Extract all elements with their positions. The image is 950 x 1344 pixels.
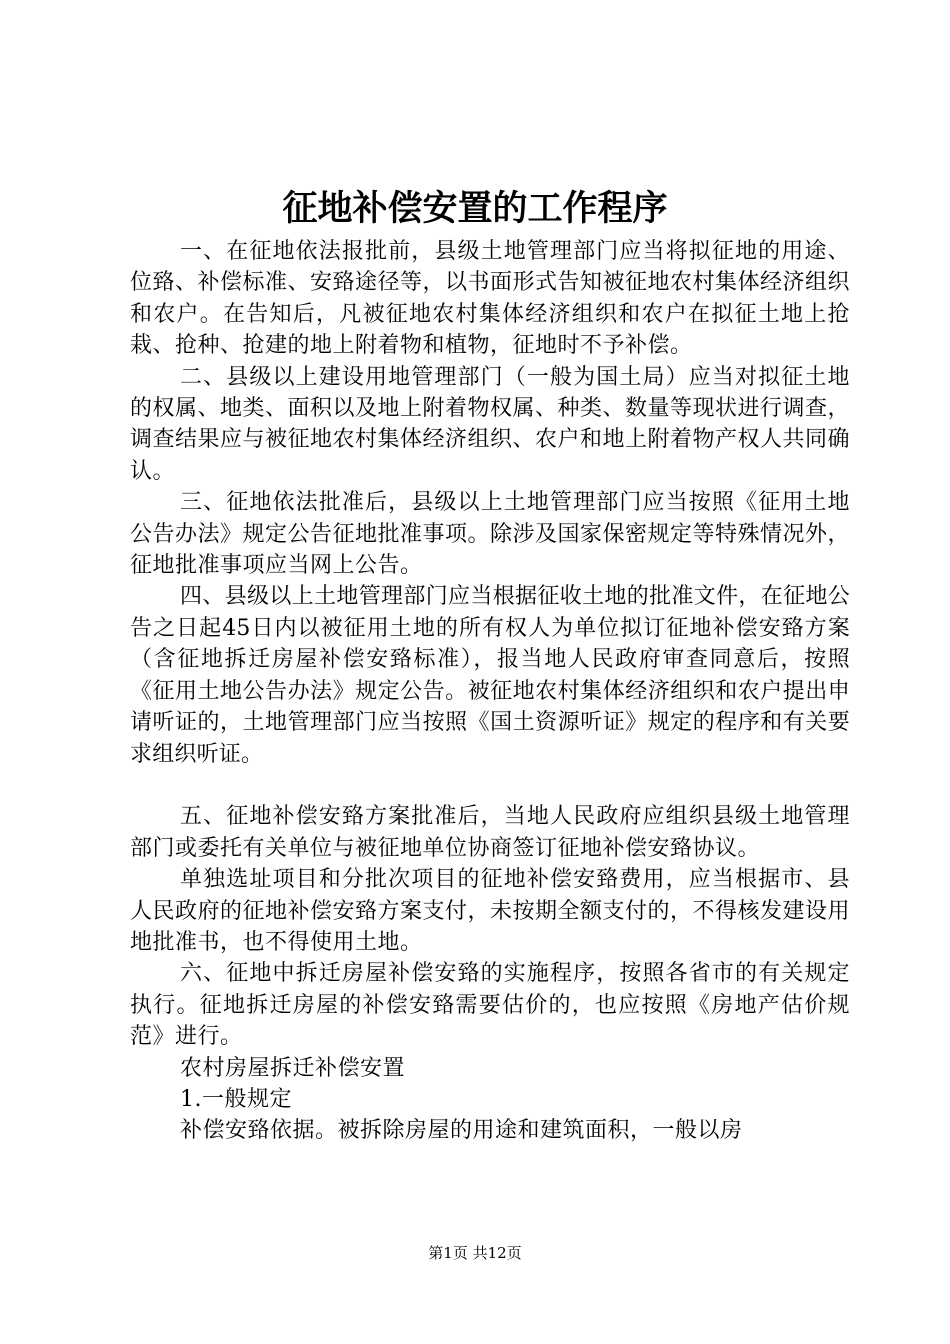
section-heading-rural-housing: 农村房屋拆迁补偿安置 [180, 1055, 406, 1081]
paragraph-separate-projects: 单独选址项目和分批次项目的征地补偿安臵费用，应当根据市、县人民政府的征地补偿安臵方案支付，未按期全额支付的，不得核发建设用地批准书，也不得使用土地。 [130, 867, 851, 955]
paragraph-step-6: 六、征地中拆迁房屋补偿安臵的实施程序，按照各省市的有关规定执行。征地拆迁房屋的补偿安臵需要估价的，也应按照《房地产估价规范》进行。 [130, 961, 850, 1050]
paragraph-step-4: 四、县级以上土地管理部门应当根据征收土地的批准文件，在征地公告之日起45日内以被征用土地的所有权人为单位拟订征地补偿安臵方案（含征地拆迁房屋补偿安臵标准），报当地人民政府审查同意后，按照《征用土地公告办法》规定公告。被征地农村集体经济组织和农户提出申请听证的，土地管理部门应当按照《国土资源听证》规定的程序和有关要求组织听证。 [130, 584, 850, 767]
paragraph-step-2: 二、县级以上建设用地管理部门（一般为国土局）应当对拟征土地的权属、地类、面积以及地上附着物权属、种类、数量等现状进行调查，调查结果应与被征地农村集体经济组织、农户和地上附着物产权人共同确认。 [130, 364, 851, 484]
paragraph-step-1: 一、在征地依法报批前，县级土地管理部门应当将拟征地的用途、位臵、补偿标准、安臵途径等，以书面形式告知被征地农村集体经济组织和农户。在告知后，凡被征地农村集体经济组织和农户在拟征土地上抢栽、抢种、抢建的地上附着物和植物，征地时不予补偿。 [130, 239, 851, 359]
paragraph-step-3: 三、征地依法批准后，县级以上土地管理部门应当按照《征用土地公告办法》规定公告征地批准事项。除涉及国家保密规定等特殊情况外，征地批准事项应当网上公告。 [130, 490, 851, 579]
paragraph-compensation-basis: 补偿安臵依据。被拆除房屋的用途和建筑面积，一般以房 [180, 1118, 743, 1144]
subsection-heading-general-rules: 1.一般规定 [180, 1086, 292, 1112]
page-title: 征地补偿安置的工作程序 [282, 189, 668, 229]
document-body [130, 236, 850, 1147]
paragraph-spacer [130, 770, 850, 801]
page-number-footer: 第1页 共12页 [428, 1244, 522, 1262]
paragraph-step-5: 五、征地补偿安臵方案批准后，当地人民政府应组织县级土地管理部门或委托有关单位与被征地单位协商签订征地补偿安臵协议。 [130, 804, 850, 861]
